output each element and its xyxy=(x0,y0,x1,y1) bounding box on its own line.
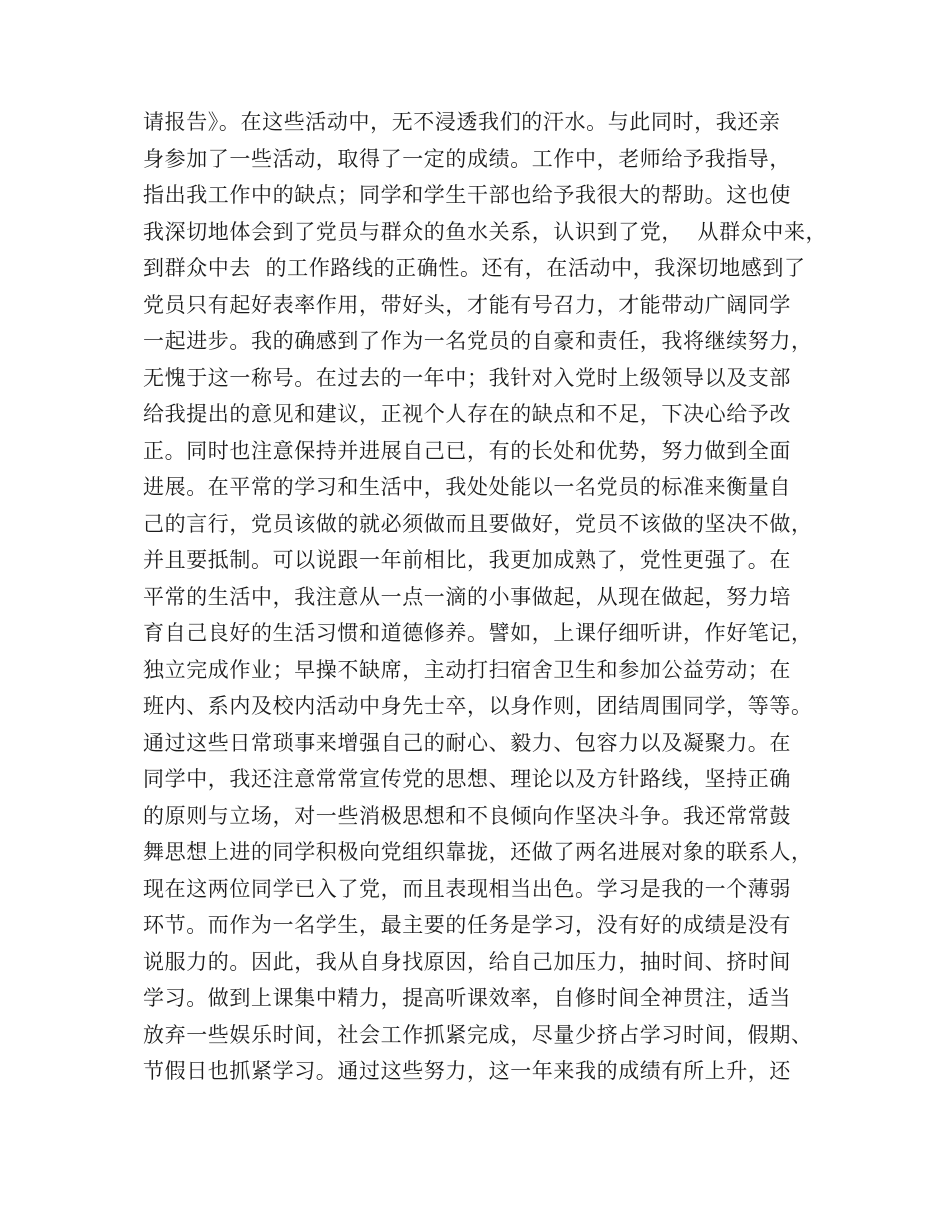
text-line: 党员只有起好表率作用，带好头，才能有号召力，才能带动广阔同学 xyxy=(143,292,791,317)
text-line: 请报告》。在这些活动中，无不浸透我们的汗水。与此同时，我还亲 xyxy=(143,110,781,134)
text-line: 育自己良好的生活习惯和道德修养。譬如，上课仔细听讲，作好笔记， xyxy=(143,621,813,645)
text-line: 并且要抵制。可以说跟一年前相比，我更加成熟了，党性更强了。在 xyxy=(143,548,791,572)
text-line: 学习。做到上课集中精力，提高听课效率，自修时间全神贯注，适当 xyxy=(143,986,791,1010)
text-line: 指出我工作中的缺点；同学和学生干部也给予我很大的帮助。这也使 xyxy=(143,183,791,207)
text-line: 身参加了一些活动，取得了一定的成绩。工作中，老师给予我指导， xyxy=(143,146,791,171)
text-line: 一起进步。我的确感到了作为一名党员的自豪和责任，我将继续努力， xyxy=(143,329,813,353)
text-line: 的原则与立场，对一些消极思想和不良倾向作坚决斗争。我还常常鼓 xyxy=(143,803,791,828)
text-line: 进展。在平常的学习和生活中，我处处能以一名党员的标准来衡量自 xyxy=(143,475,791,499)
text-line: 平常的生活中，我注意从一点一滴的小事做起，从现在做起，努力培 xyxy=(143,584,791,609)
text-line: 己的言行，党员该做的就必须做而且要做好，党员不该做的坚决不做， xyxy=(143,511,813,536)
text-line: 放弃一些娱乐时间，社会工作抓紧完成，尽量少挤占学习时间，假期、 xyxy=(143,1022,813,1047)
text-line: 我深切地体会到了党员与群众的鱼水关系，认识到了党， 从群众中来， xyxy=(143,219,828,244)
text-line: 同学中，我还注意常常宣传党的思想、理论以及方针路线，坚持正确 xyxy=(143,767,791,791)
text-line: 正。同时也注意保持并进展自己已，有的长处和优势，努力做到全面 xyxy=(143,438,791,463)
body-text xyxy=(143,104,828,1090)
text-line: 说服力的。因此，我从自身找原因，给自己加压力，抽时间、挤时间 xyxy=(143,949,791,974)
text-line: 到群众中去 的工作路线的正确性。还有，在活动中，我深切地感到了 xyxy=(143,256,806,280)
text-line: 给我提出的意见和建议，正视个人存在的缺点和不足，下决心给予改 xyxy=(143,402,791,426)
text-line: 环节。而作为一名学生，最主要的任务是学习，没有好的成绩是没有 xyxy=(143,913,791,937)
text-line: 独立完成作业；早操不缺席，主动打扫宿舍卫生和参加公益劳动；在 xyxy=(143,657,791,682)
text-line: 班内、系内及校内活动中身先士卒，以身作则，团结周围同学，等等。 xyxy=(143,694,813,718)
text-line: 无愧于这一称号。在过去的一年中；我针对入党时上级领导以及支部 xyxy=(143,365,791,390)
text-line: 通过这些日常琐事来增强自己的耐心、毅力、包容力以及凝聚力。在 xyxy=(143,730,791,755)
text-line: 现在这两位同学已入了党，而且表现相当出色。学习是我的一个薄弱 xyxy=(143,876,791,901)
text-line: 舞思想上进的同学积极向党组织靠拢，还做了两名进展对象的联系人， xyxy=(143,840,813,864)
text-line: 节假日也抓紧学习。通过这些努力，这一年来我的成绩有所上升，还 xyxy=(143,1059,791,1083)
